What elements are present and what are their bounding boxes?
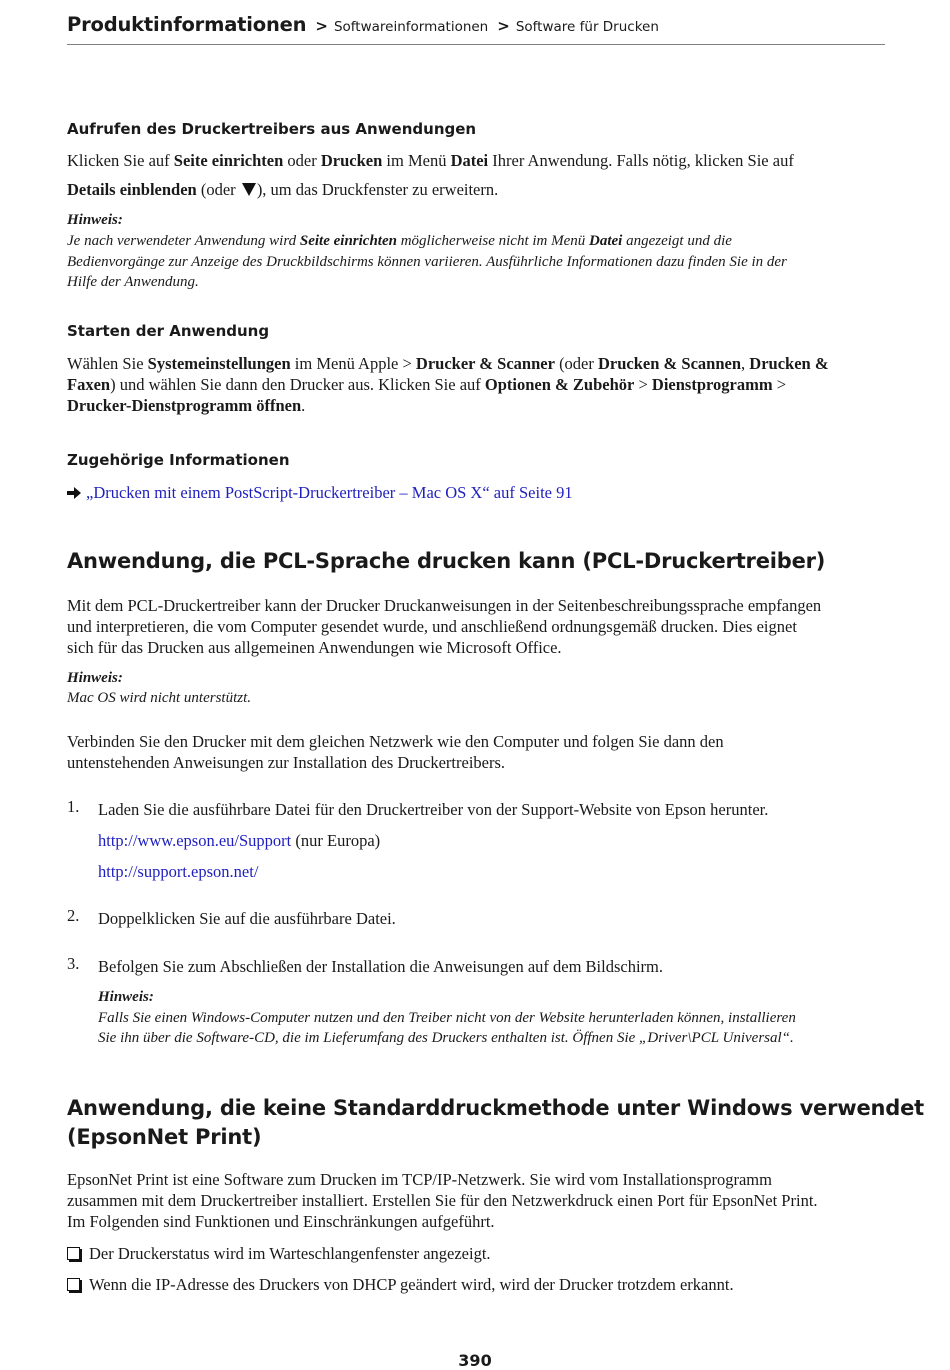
text: (oder <box>196 180 240 199</box>
paragraph-line <box>67 150 794 171</box>
section-title-epsonnet: Anwendung, die keine Standarddruckmethode unter Windows verwendet <box>67 1096 924 1120</box>
support-link-europe[interactable]: http://www.epson.eu/Support <box>98 831 292 850</box>
support-link-global[interactable]: http://support.epson.net/ <box>98 862 259 881</box>
text: (oder <box>554 354 599 373</box>
step-text: Befolgen Sie zum Abschließen der Installation die Anweisungen auf dem Bildschirm. <box>98 957 664 976</box>
triangle-down-icon <box>242 183 256 196</box>
step-number: 1. <box>67 797 80 816</box>
menu-term: Drucken <box>320 151 383 170</box>
paragraph-line: Verbinden Sie den Drucker mit dem gleichen Netzwerk wie den Computer und folgen Sie dann den <box>67 732 724 751</box>
checkbox-bullet-icon <box>67 1247 80 1260</box>
related-link-row[interactable] <box>67 482 573 503</box>
paragraph-line: sich für das Drucken aus allgemeinen Anwendungen wie Microsoft Office. <box>67 638 562 657</box>
menu-term: Drucker-Dienstprogramm öffnen <box>67 396 302 415</box>
paragraph-line: Im Folgenden sind Funktionen und Einschränkungen aufgeführt. <box>67 1212 495 1231</box>
menu-term: Seite einrichten <box>173 151 284 170</box>
url-line <box>98 830 380 851</box>
note-line: Bedienvorgänge zur Anzeige des Druckbildschirms können variieren. Ausführliche Informationen dazu finden Sie in der <box>67 254 787 270</box>
section-heading-starten: Starten der Anwendung <box>67 322 270 340</box>
breadcrumb-separator: > <box>315 17 328 35</box>
menu-term: Faxen <box>67 375 111 394</box>
section-heading-zugehoerige-informationen: Zugehörige Informationen <box>67 451 290 469</box>
related-link-postscript[interactable]: „Drucken mit einem PostScript-Druckertreiber – Mac OS X“ auf Seite 91 <box>86 483 573 502</box>
menu-term: Drucken & <box>749 354 829 373</box>
text: möglicherweise nicht im Menü <box>396 233 590 249</box>
menu-term: Seite einrichten <box>299 233 397 249</box>
paragraph-line <box>67 395 305 416</box>
text: > <box>634 375 652 394</box>
paragraph-line: EpsonNet Print ist eine Software zum Drucken im TCP/IP-Netzwerk. Sie wird vom Installationsprogramm <box>67 1170 772 1189</box>
text: im Menü Apple > <box>290 354 416 373</box>
url-line <box>98 861 258 882</box>
text: , <box>741 354 750 373</box>
text: ) und wählen Sie dann den Drucker aus. Klicken Sie auf <box>110 375 485 394</box>
menu-term: Datei <box>589 233 623 249</box>
list-item-text: Der Druckerstatus wird im Warteschlangenfenster angezeigt. <box>89 1244 491 1263</box>
note-label: Hinweis: <box>67 212 123 228</box>
section-title-pcl: Anwendung, die PCL-Sprache drucken kann (PCL-Druckertreiber) <box>67 549 826 573</box>
text: (nur Europa) <box>291 831 381 850</box>
section-heading-aufrufen: Aufrufen des Druckertreibers aus Anwendungen <box>67 120 477 138</box>
breadcrumb-softwareinformationen[interactable]: Softwareinformationen <box>333 19 489 35</box>
checkbox-bullet-icon <box>67 1278 80 1291</box>
paragraph-line: untenstehenden Anweisungen zur Installation des Druckertreibers. <box>67 753 506 772</box>
menu-term: Systemeinstellungen <box>147 354 291 373</box>
menu-term: Dienstprogramm <box>651 375 773 394</box>
section-title-epsonnet-line2: (EpsonNet Print) <box>67 1125 262 1149</box>
text: ), um das Druckfenster zu erweitern. <box>256 180 499 199</box>
note-line <box>67 231 732 252</box>
paragraph-line <box>67 353 829 374</box>
step-number: 2. <box>67 906 80 925</box>
text: oder <box>283 151 321 170</box>
menu-term: Optionen & Zubehör <box>484 375 635 394</box>
text: im Menü <box>382 151 451 170</box>
list-item <box>67 1243 491 1264</box>
text: Wählen Sie <box>67 354 148 373</box>
list-item-text: Wenn die IP-Adresse des Druckers von DHCP geändert wird, wird der Drucker trotzdem erkannt. <box>89 1275 734 1294</box>
paragraph-line: Mit dem PCL-Druckertreiber kann der Drucker Druckanweisungen in der Seitenbeschreibungssprache empfangen <box>67 596 822 615</box>
step-text: Laden Sie die ausführbare Datei für den Druckertreiber von der Support-Website von Epson herunter. <box>98 800 769 819</box>
menu-term: Drucken & Scannen <box>598 354 742 373</box>
note-line: Mac OS wird nicht unterstützt. <box>67 690 252 706</box>
page-number: 390 <box>458 1351 492 1370</box>
paragraph-line <box>67 179 498 200</box>
paragraph-line: zusammen mit dem Druckertreiber installiert. Erstellen Sie für den Netzwerkdruck einen Port für EpsonNet Print. <box>67 1191 818 1210</box>
step-number: 3. <box>67 954 80 973</box>
note-label: Hinweis: <box>67 670 123 686</box>
text: > <box>772 375 787 394</box>
breadcrumb <box>67 13 885 45</box>
list-item <box>67 1274 734 1295</box>
note-line: Sie ihn über die Software-CD, die im Lieferumfang des Druckers enthalten ist. Öffnen Sie „Driver\PCL Universal“. <box>98 1030 794 1046</box>
note-line: Falls Sie einen Windows-Computer nutzen und den Treiber nicht von der Website herunterladen können, installieren <box>98 1010 796 1026</box>
breadcrumb-produktinformationen[interactable]: Produktinformationen <box>67 13 307 36</box>
text: . <box>301 396 306 415</box>
step-text: Doppelklicken Sie auf die ausführbare Datei. <box>98 909 396 928</box>
menu-term: Drucker & Scanner <box>415 354 555 373</box>
menu-term: Datei <box>450 151 489 170</box>
text: angezeigt und die <box>622 233 732 249</box>
text: Ihrer Anwendung. Falls nötig, klicken Sie auf <box>488 151 794 170</box>
paragraph-line: und interpretieren, die vom Computer gesendet wurde, und anschließend ordnungsgemäß drucken. Dies eignet <box>67 617 797 636</box>
breadcrumb-software-fuer-drucken[interactable]: Software für Drucken <box>515 19 659 35</box>
note-line: Hilfe der Anwendung. <box>67 274 199 290</box>
menu-term: Details einblenden <box>67 180 197 199</box>
breadcrumb-separator: > <box>497 17 510 35</box>
note-label: Hinweis: <box>98 989 154 1005</box>
text: Klicken Sie auf <box>67 151 174 170</box>
text: Je nach verwendeter Anwendung wird <box>67 233 300 249</box>
paragraph-line <box>67 374 786 395</box>
arrow-right-icon <box>67 487 81 499</box>
